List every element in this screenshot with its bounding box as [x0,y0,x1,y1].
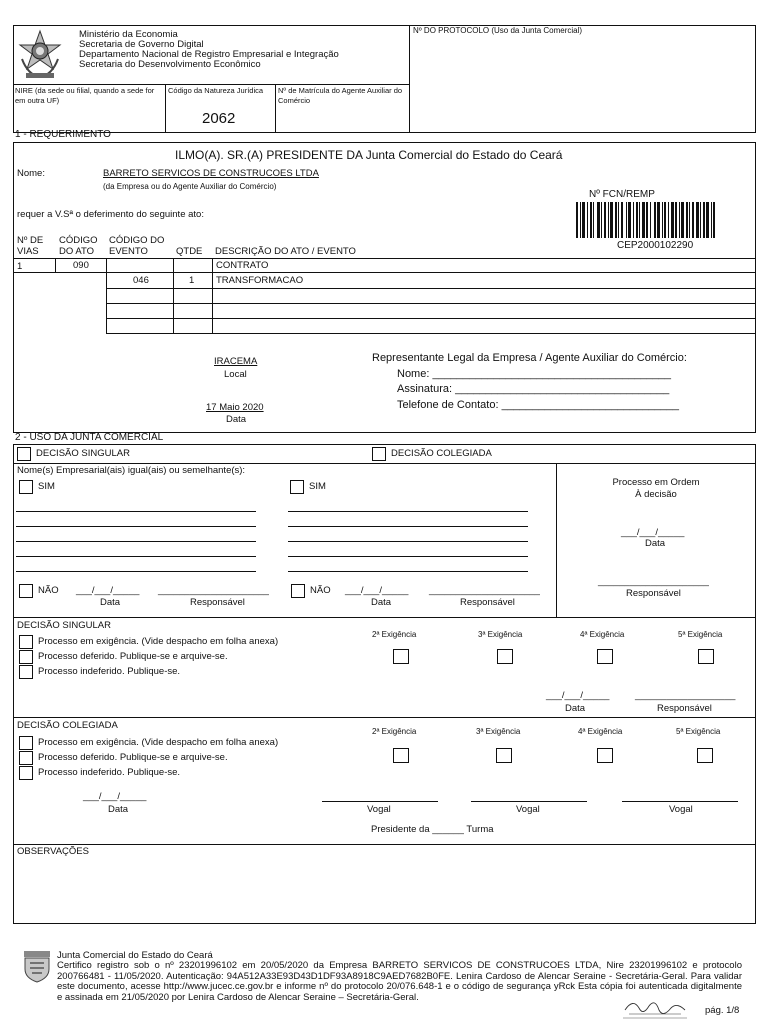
th-vias: Nº DE VIAS [17,235,44,257]
name-line[interactable] [16,556,256,557]
decisao-colegiada-checkbox[interactable] [372,447,386,461]
nao-resp-2[interactable]: _____________________ [429,585,540,596]
jucec-seal-icon [22,949,52,983]
sim-checkbox-1[interactable] [19,480,33,494]
protocol-label: Nº DO PROTOCOLO (Uso da Junta Comercial) [413,26,583,35]
table-row-1-cod-ato: 090 [73,260,89,271]
ds-exigencia-4-label: 4ª Exigência [580,630,625,639]
rep-title: Representante Legal da Empresa / Agente Auxiliar do Comércio: [372,352,687,364]
decisao-colegiada-label: DECISÃO COLEGIADA [391,448,492,459]
dc-exigencia-3-label: 3ª Exigência [476,727,521,736]
ds-title: DECISÃO SINGULAR [17,620,111,631]
observacoes-title: OBSERVAÇÕES [17,846,89,857]
name-line[interactable] [16,511,256,512]
dc-exigencia-checkbox[interactable] [19,736,33,750]
dc-exigencia-2-label: 2ª Exigência [372,727,417,736]
ds-data-label: Data [565,703,586,714]
rep-nome: Nome: _______________________________________ [397,368,672,380]
nire-label: NIRE (da sede ou filial, quando a sede for em outra UF) [15,86,155,105]
name-line[interactable] [16,571,256,572]
ds-exigencia-3-label: 3ª Exigência [478,630,523,639]
barcode [576,202,715,238]
nao-date-2[interactable]: ___/___/_____ [345,585,409,596]
natureza-value: 2062 [202,110,236,127]
name-line[interactable] [288,556,528,557]
nao-resp-1[interactable]: _____________________ [158,585,269,596]
dc-exigencia-4-checkbox[interactable] [597,748,613,763]
name-line[interactable] [288,571,528,572]
section2-title: 2 - USO DA JUNTA COMERCIAL [15,432,164,443]
nao-resp-label-1: Responsável [190,597,245,608]
fcn-label: Nº FCN/REMP [589,189,655,200]
ds-exigencia-2-checkbox[interactable] [393,649,409,664]
footer-org: Junta Comercial do Estado do Ceará [57,950,213,961]
ds-exigencia-checkbox[interactable] [19,635,33,649]
table-row-1-descricao: CONTRATO [216,260,269,271]
nao-date-1[interactable]: ___/___/_____ [76,585,140,596]
th-cod-evento: CÓDIGO DO EVENTO [109,235,165,257]
name-line[interactable] [288,526,528,527]
ds-deferido-checkbox[interactable] [19,650,33,664]
ds-resp-label: Responsável [657,703,712,714]
company-name-note: (da Empresa ou do Agente Auxiliar do Comércio) [103,182,277,191]
decisao-singular-checkbox[interactable] [17,447,31,461]
nao-checkbox-2[interactable] [291,584,305,598]
table-row-2-descricao: TRANSFORMACAO [216,275,304,286]
th-cod-ato: CÓDIGO DO ATO [59,235,98,257]
barcode-text: CEP2000102290 [617,240,694,251]
ds-exigencia-2-label: 2ª Exigência [372,630,417,639]
dc-option-3: Processo indeferido. Publique-se. [38,767,181,778]
dc-exigencia-5-checkbox[interactable] [697,748,713,763]
dc-exigencia-4-label: 4ª Exigência [578,727,623,736]
processo-date[interactable]: ___/___/_____ [621,527,685,538]
processo-resp-label: Responsável [626,588,681,599]
name-line[interactable] [288,511,528,512]
vogal-signature-line-3[interactable] [622,801,738,802]
vogal-label-2: Vogal [516,804,540,815]
table-row-2-qtde: 1 [189,275,195,286]
sim-label-2: SIM [309,481,326,492]
observacoes-area[interactable] [14,858,755,923]
nomes-label: Nome(s) Empresarial(ais) igual(ais) ou semelhante(s): [17,465,246,476]
local-value: IRACEMA [214,356,258,367]
presidente-turma: Presidente da ______ Turma [371,824,494,835]
nao-data-label-1: Data [100,597,121,608]
ds-exigencia-5-checkbox[interactable] [698,649,714,664]
nao-resp-label-2: Responsável [460,597,515,608]
nao-label-2: NÃO [310,585,331,596]
ds-exigencia-3-checkbox[interactable] [497,649,513,664]
ds-exigencia-4-checkbox[interactable] [597,649,613,664]
date-value: 17 Maio 2020 [206,402,264,413]
vogal-label-1: Vogal [367,804,391,815]
ds-date[interactable]: ___/___/_____ [546,690,610,701]
page-number: pág. 1/8 [705,1005,740,1016]
processo-ordem: Processo em Ordem À decisão [612,477,700,500]
name-line[interactable] [16,526,256,527]
secretary-signature [615,996,695,1022]
ds-option-3: Processo indeferido. Publique-se. [38,666,181,677]
th-qtde: QTDE [176,246,203,257]
dc-data-label: Data [108,804,129,815]
sim-label-1: SIM [38,481,55,492]
dc-exigencia-5-label: 5ª Exigência [676,727,721,736]
nao-checkbox-1[interactable] [19,584,33,598]
coat-of-arms-icon [16,29,64,81]
request-text: requer a V.Sª o deferimento do seguinte ato: [17,209,204,220]
nao-label-1: NÃO [38,585,59,596]
rep-assinatura: Assinatura: ___________________________________ [397,383,670,395]
company-name: BARRETO SERVICOS DE CONSTRUCOES LTDA [103,168,319,179]
processo-resp-line[interactable]: _____________________ [598,576,709,587]
dc-deferido-checkbox[interactable] [19,751,33,765]
vogal-signature-line-1[interactable] [322,801,438,802]
sim-checkbox-2[interactable] [290,480,304,494]
name-label: Nome: [17,168,45,179]
ds-resp[interactable]: ___________________ [635,690,736,701]
th-descricao: DESCRIÇÃO DO ATO / EVENTO [215,246,356,257]
dc-option-2: Processo deferido. Publique-se e arquive-se. [38,752,228,763]
table-row-1-vias: 1 [17,261,23,272]
section2-box [13,444,756,924]
vogal-label-3: Vogal [669,804,693,815]
name-line[interactable] [16,541,256,542]
footer-certificate-text: Certifico registro sob o nº 23201996102 em 20/05/2020 da Empresa BARRETO SERVICOS DE CONSTRUCOES LTDA, Nire 23201996102 e protocolo 200766481 - 11/05/2020. Autenticação: 94A512A33E93D43D1DF93A8918C9AED7682B0FE. Lenira Cardoso de Alencar Seraine - Secretária-Geral. Para validar este documento, acesse http://www.jucec.ce.gov.br e informe nº do protocolo 20/076.648-1 e o código de segurança yRck Esta cópia foi autenticada digitalmente e assinada em 21/05/2020 por Lenira Cardoso de Alencar Seraine – Secretária-Geral. [57,960,742,1003]
name-line[interactable] [288,541,528,542]
date-label: Data [226,414,247,425]
addressee: ILMO(A). SR.(A) PRESIDENTE DA Junta Comercial do Estado do Ceará [175,148,563,162]
ds-indeferido-checkbox[interactable] [19,665,33,679]
natureza-label: Código da Natureza Jurídica [168,86,264,95]
matricula-label: Nº de Matrícula do Agente Auxiliar do Comércio [278,86,403,105]
table-row-2-cod-evento: 046 [133,275,149,286]
dc-title: DECISÃO COLEGIADA [17,720,118,731]
ministry-line-2: Secretaria de Governo Digital [79,39,204,50]
nao-data-label-2: Data [371,597,392,608]
dc-indeferido-checkbox[interactable] [19,766,33,780]
ds-exigencia-5-label: 5ª Exigência [678,630,723,639]
vogal-signature-line-2[interactable] [471,801,587,802]
ministry-line-1: Ministério da Economia [79,29,178,40]
processo-data-label: Data [645,538,666,549]
dc-date[interactable]: ___/___/_____ [83,791,147,802]
dc-option-1: Processo em exigência. (Vide despacho em folha anexa) [38,737,279,748]
dc-exigencia-2-checkbox[interactable] [393,748,409,763]
section1-title: 1 - REQUERIMENTO [15,129,111,140]
rep-telefone: Telefone de Contato: _____________________________ [397,399,679,411]
ministry-line-4: Secretaria do Desenvolvimento Econômico [79,59,261,70]
ds-option-1: Processo em exigência. (Vide despacho em folha anexa) [38,636,279,647]
decisao-singular-label: DECISÃO SINGULAR [36,448,130,459]
ds-option-2: Processo deferido. Publique-se e arquive-se. [38,651,228,662]
dc-exigencia-3-checkbox[interactable] [496,748,512,763]
local-label: Local [224,369,247,380]
ministry-line-3: Departamento Nacional de Registro Empresarial e Integração [79,49,339,60]
